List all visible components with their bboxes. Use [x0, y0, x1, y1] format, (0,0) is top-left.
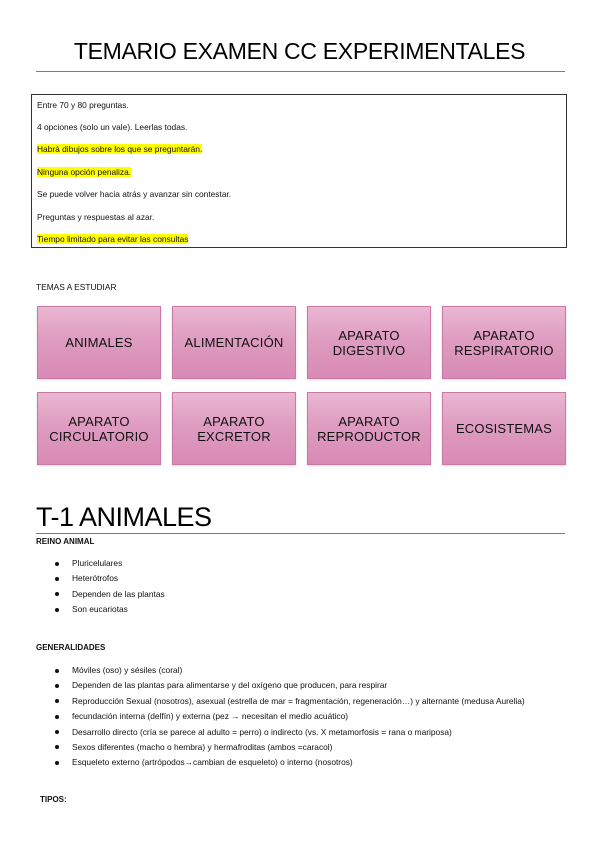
- rule-6: Preguntas y respuestas al azar.: [37, 212, 155, 222]
- topic-tile-ecosistemas: ECOSISTEMAS: [442, 392, 566, 465]
- topic-tile-digestivo: APARATO DIGESTIVO: [307, 306, 431, 379]
- topics-label: TEMAS A ESTUDIAR: [36, 282, 117, 292]
- generalidades-heading: GENERALIDADES: [36, 643, 106, 652]
- rule-1: Entre 70 y 80 preguntas.: [37, 100, 129, 110]
- rule-2: 4 opciones (solo un vale). Leerlas todas.: [37, 122, 188, 132]
- rule-3-highlighted: Habrá dibujos sobre los que se preguntarán.: [37, 144, 203, 154]
- generalidades-list: [36, 665, 552, 773]
- list-item: Pluricelulares: [36, 558, 552, 569]
- rule-5: Se puede volver hacia atrás y avanzar sin contestar.: [37, 189, 232, 199]
- list-item: Son eucariotas: [36, 604, 552, 615]
- section-heading: T-1 ANIMALES: [36, 502, 212, 532]
- rule-4-highlighted: Ninguna opción penaliza.: [37, 167, 132, 177]
- list-item: fecundación interna (delfín) y externa (pez → necesitan el medio acuático): [36, 711, 552, 722]
- reino-animal-heading: REINO ANIMAL: [36, 537, 95, 546]
- rule-7-highlighted: Tiempo limitado para evitar las consultas: [37, 234, 189, 244]
- topic-tile-reproductor: APARATO REPRODUCTOR: [307, 392, 431, 465]
- list-item: Dependen de las plantas: [36, 589, 552, 600]
- section-divider: [36, 533, 565, 534]
- list-item: Dependen de las plantas para alimentarse y del oxígeno que producen, para respirar: [36, 680, 552, 691]
- exam-rules-box: [31, 94, 567, 248]
- title-divider: [36, 71, 565, 72]
- list-item: Heterótrofos: [36, 573, 552, 584]
- reino-animal-list: [36, 558, 552, 620]
- list-item: Desarrollo directo (cría se parece al adulto = perro) o indirecto (vs. X metamorfosis = rana o mariposa): [36, 727, 552, 738]
- list-item: Móviles (oso) y sésiles (coral): [36, 665, 552, 676]
- list-item: Reproducción Sexual (nosotros), asexual (estrella de mar = fragmentación, regeneración…) y alternante (medusa Aurelia): [36, 696, 552, 707]
- topic-tile-excretor: APARATO EXCRETOR: [172, 392, 296, 465]
- topic-tile-alimentacion: ALIMENTACIÓN: [172, 306, 296, 379]
- topic-tile-circulatorio: APARATO CIRCULATORIO: [37, 392, 161, 465]
- topic-tile-animales: ANIMALES: [37, 306, 161, 379]
- tipos-heading: TIPOS:: [40, 795, 67, 804]
- topic-tile-respiratorio: APARATO RESPIRATORIO: [442, 306, 566, 379]
- document-title: TEMARIO EXAMEN CC EXPERIMENTALES: [73, 38, 526, 64]
- list-item: Esqueleto externo (artrópodos→cambian de esqueleto) o interno (nosotros): [36, 757, 552, 768]
- list-item: Sexos diferentes (macho o hembra) y hermafroditas (ambos =caracol): [36, 742, 552, 753]
